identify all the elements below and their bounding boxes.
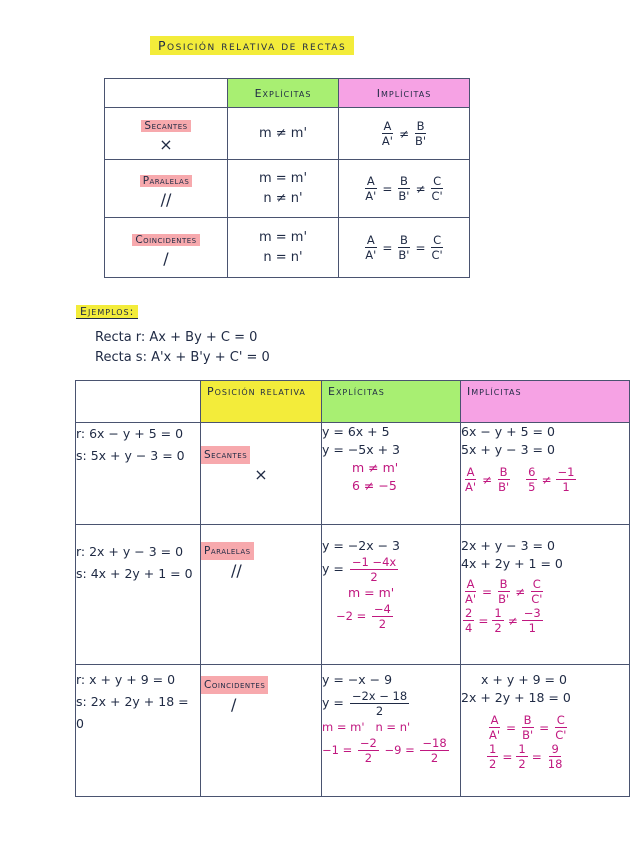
label-coincidentes: Coincidentes bbox=[132, 234, 199, 246]
recta-r: Recta r: Ax + By + C = 0 bbox=[95, 330, 258, 345]
header-explicitas-2: Explícitas bbox=[322, 381, 461, 423]
header-posicion: Posición relativa bbox=[201, 381, 322, 423]
explicit-3: y = −x − 9 y = $\frac{-2x - 18}{2}$ m = m' n = n' −1 = $\frac{-2}{2}$ −9 = $\frac{-18}{2}$ bbox=[322, 665, 461, 797]
position-3: Coincidentes / bbox=[201, 665, 322, 797]
implicit-2: 2x + y − 3 = 0 4x + 2y + 1 = 0 $\frac{A}{A'}$ = $\frac{B}{B'}$ ≠ $\frac{C}{C'}$ $\frac{2}{4}$ = $\frac{1}{2}$ ≠ $\frac{-3}{1}$ bbox=[461, 525, 630, 665]
label-secantes: Secantes bbox=[141, 120, 190, 132]
implicit-3: x + y + 9 = 0 2x + 2y + 18 = 0 $\frac{A}{A'}$ = $\frac{B}{B'}$ = $\frac{C}{C'}$ $\frac{1}{2}$ = $\frac{1}{2}$ = $\frac{9}{18}$ bbox=[461, 665, 630, 797]
summary-table bbox=[104, 78, 470, 278]
header-explicitas: Explícitas bbox=[228, 79, 339, 108]
symbol-coincidentes: / bbox=[163, 248, 169, 268]
examples-table bbox=[75, 380, 630, 797]
system-1: r: 6x − y + 5 = 0 s: 5x + y − 3 = 0 bbox=[76, 423, 201, 525]
header-implicitas: Implícitas bbox=[339, 79, 470, 108]
explicit-secantes: m ≠ m' bbox=[228, 108, 339, 160]
header-implicitas-2: Implícitas bbox=[461, 381, 630, 423]
row-secantes bbox=[105, 108, 228, 160]
page-title: Posición relativa de rectas bbox=[150, 36, 354, 55]
examples-label: Ejemplos: bbox=[76, 305, 138, 319]
row-coincidentes bbox=[105, 218, 228, 278]
row-paralelas bbox=[105, 160, 228, 218]
explicit-1: y = 6x + 5 y = −5x + 3 m ≠ m' 6 ≠ −5 bbox=[322, 423, 461, 525]
symbol-paralelas: // bbox=[160, 189, 172, 209]
symbol-secantes: × bbox=[159, 134, 173, 154]
position-2: Paralelas // bbox=[201, 525, 322, 665]
implicit-1: 6x − y + 5 = 0 5x + y − 3 = 0 $\frac{A}{A'}$ ≠ $\frac{B}{B'}$ $\frac{6}{5}$ ≠ $\frac{-1}{1}$ bbox=[461, 423, 630, 525]
recta-s: Recta s: A'x + B'y + C' = 0 bbox=[95, 350, 270, 365]
system-3: r: x + y + 9 = 0 s: 2x + 2y + 18 = 0 bbox=[76, 665, 201, 797]
implicit-secantes: $\frac{A}{A'}$ ≠ $\frac{B}{B'}$ bbox=[339, 108, 470, 160]
position-1: Secantes × bbox=[201, 423, 322, 525]
explicit-coincidentes: m = m' n = n' bbox=[228, 218, 339, 278]
corner-cell-2 bbox=[76, 381, 201, 423]
implicit-coincidentes: $\frac{A}{A'}$ = $\frac{B}{B'}$ = $\frac{C}{C'}$ bbox=[339, 218, 470, 278]
label-paralelas: Paralelas bbox=[140, 175, 193, 187]
explicit-paralelas: m = m' n ≠ n' bbox=[228, 160, 339, 218]
explicit-2: y = −2x − 3 y = $\frac{-1 -4x}{2}$ m = m' −2 = $\frac{-4}{2}$ bbox=[322, 525, 461, 665]
corner-cell bbox=[105, 79, 228, 108]
implicit-paralelas: $\frac{A}{A'}$ = $\frac{B}{B'}$ ≠ $\frac{C}{C'}$ bbox=[339, 160, 470, 218]
system-2: r: 2x + y − 3 = 0 s: 4x + 2y + 1 = 0 bbox=[76, 525, 201, 665]
